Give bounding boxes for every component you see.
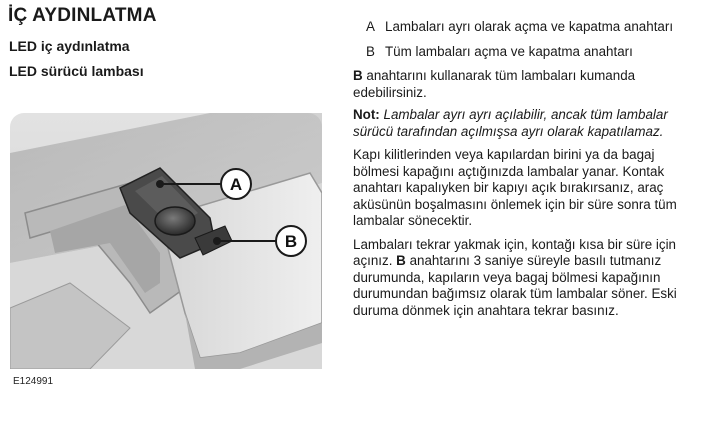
figure-id: E124991 xyxy=(13,376,54,387)
paragraph-relight xyxy=(353,237,698,320)
paragraph-text: anahtarını 3 saniye süreyle basılı tutmanız durumunda, kapıların veya bagaj bölmesi kapağının durumundan bağımsız olarak tüm lambalar söner. Eski duruma dönmek için anahtara tekrar basınız. xyxy=(353,253,677,318)
note-text: Lambalar ayrı ayrı açılabilir, ancak tüm lambalar sürücü tarafından açılmışsa ayrı olarak kapatılamaz. xyxy=(353,107,668,139)
overhead-console-illustration xyxy=(10,113,322,369)
subheading-led-driver-lamp: LED sürücü lambası xyxy=(9,63,144,79)
callout-a-label: A xyxy=(229,175,243,194)
switch-key: B xyxy=(353,68,363,83)
legend-text: Tüm lambaları açma ve kapatma anahtarı xyxy=(385,43,633,59)
lamp-lens-icon xyxy=(155,207,195,235)
legend-letter: B xyxy=(366,43,375,59)
paragraph-text: Lambaları tekrar yakmak için, kontağı kısa bir süre için açınız. xyxy=(353,236,676,268)
switch-key: B xyxy=(396,253,406,268)
description-column xyxy=(353,19,698,319)
legend-item-b xyxy=(366,44,698,61)
console-drawing xyxy=(10,113,322,369)
section-heading: İÇ AYDINLATMA xyxy=(8,5,157,26)
paragraph-doors: Kapı kilitlerinden veya kapılardan birini ya da bagaj bölmesi kapağını açtığınızda lambalar yanar. Kontak anahtarı kapalıyken bir kapıyı açık bırakırsanız, araç aküsünün boşalmasını önlemek için bir süre sonra tüm lambalar sönecektir. xyxy=(353,147,677,228)
paragraph-text: anahtarını kullanarak tüm lambaları kumanda edebilirsiniz. xyxy=(353,68,636,100)
callout-b-label: B xyxy=(284,232,298,251)
legend-letter: A xyxy=(366,19,375,34)
note-paragraph xyxy=(353,107,698,140)
note-label: Not: xyxy=(353,107,380,122)
legend-text: Lambaları ayrı olarak açma ve kapatma anahtarı xyxy=(385,19,674,34)
legend-item-a xyxy=(366,19,698,36)
paragraph-switch-b xyxy=(353,68,698,101)
subheading-led-interior: LED iç aydınlatma xyxy=(9,38,130,54)
